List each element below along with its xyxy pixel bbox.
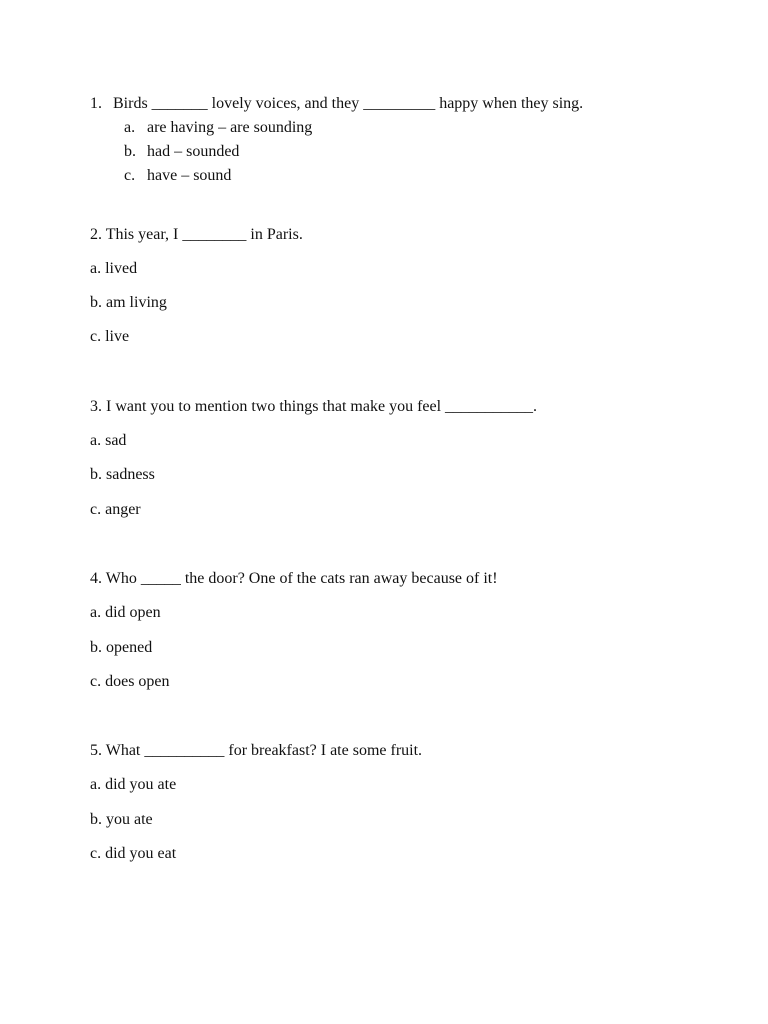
question-1-option-a: are having – are sounding	[147, 119, 313, 136]
question-3-option-a: a. sad	[90, 432, 127, 449]
question-1-number: 1.	[90, 95, 102, 112]
question-5-option-b: b. you ate	[90, 811, 153, 828]
question-1-option-a-letter: a.	[124, 119, 136, 136]
question-1-stem: Birds _______ lovely voices, and they _________ happy when they sing.	[113, 95, 584, 112]
question-2-option-a: a. lived	[90, 260, 138, 277]
question-1-option-b-letter: b.	[124, 143, 136, 160]
question-5-stem: 5. What __________ for breakfast? I ate some fruit.	[90, 742, 423, 759]
question-2-stem: 2. This year, I ________ in Paris.	[90, 226, 303, 243]
question-5-option-a: a. did you ate	[90, 776, 177, 793]
question-3-stem: 3. I want you to mention two things that make you feel ___________.	[90, 398, 538, 415]
question-4-option-b: b. opened	[90, 639, 153, 656]
question-4-option-c: c. does open	[90, 673, 170, 690]
question-5-option-c: c. did you eat	[90, 845, 177, 862]
question-4-option-a: a. did open	[90, 604, 161, 621]
question-3-option-b: b. sadness	[90, 466, 155, 483]
question-4-stem: 4. Who _____ the door? One of the cats ran away because of it!	[90, 570, 498, 587]
question-3-option-c: c. anger	[90, 501, 141, 518]
question-2-option-b: b. am living	[90, 294, 167, 311]
question-1-option-b: had – sounded	[147, 143, 240, 160]
question-1-option-c: have – sound	[147, 167, 232, 184]
question-1-option-c-letter: c.	[124, 167, 136, 184]
question-2-option-c: c. live	[90, 328, 130, 345]
